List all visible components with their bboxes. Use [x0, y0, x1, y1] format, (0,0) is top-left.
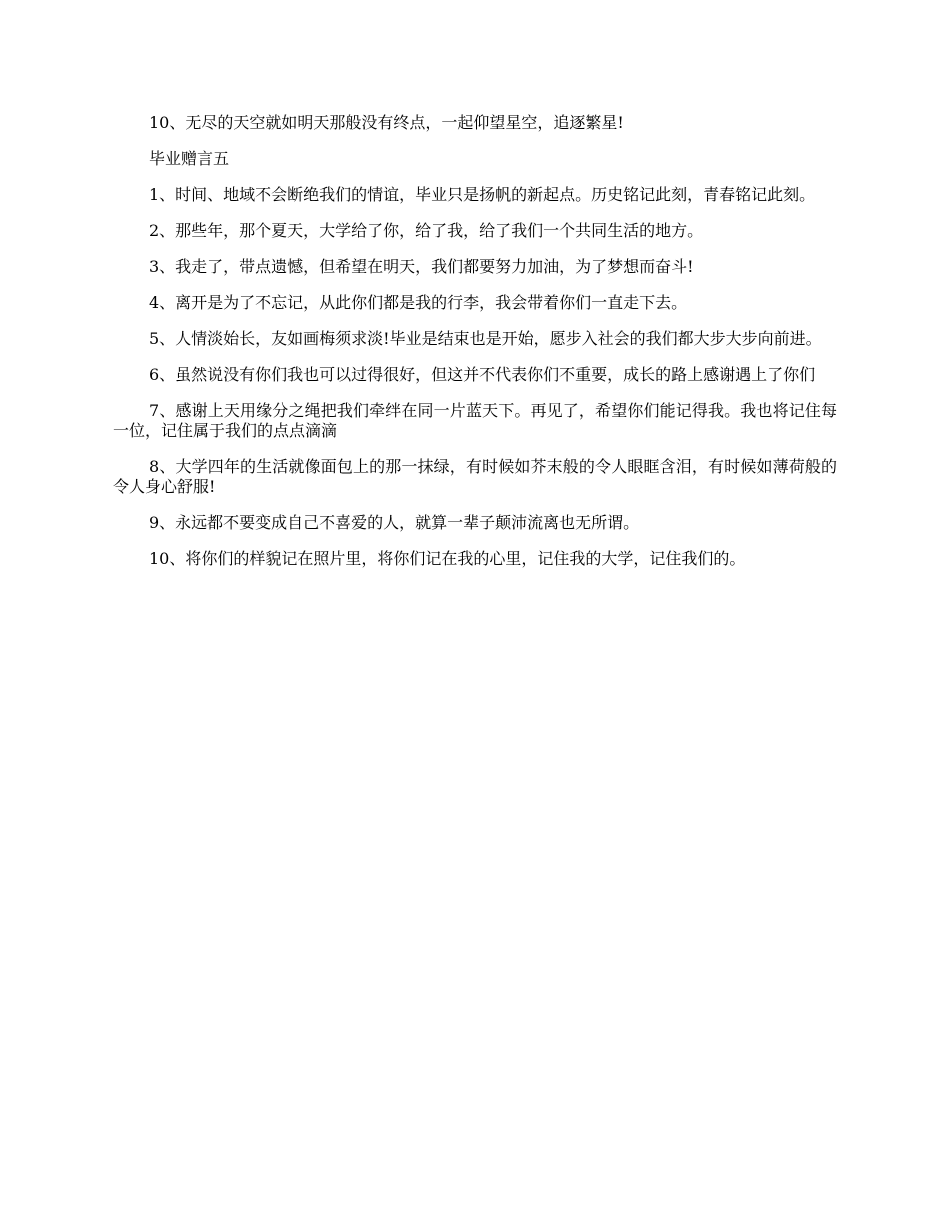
paragraph-item-10-previous: 10、无尽的天空就如明天那般没有终点，一起仰望星空，追逐繁星! — [149, 113, 624, 132]
paragraph-item-8: 8、大学四年的生活就像面包上的那一抹绿，有时候如芥末般的令人眼眶含泪，有时候如薄荷般的令人身心舒服! — [113, 457, 837, 496]
paragraph-item-7: 7、感谢上天用缘分之绳把我们牵绊在同一片蓝天下。再见了，希望你们能记得我。我也将记住每一位，记住属于我们的点点滴滴 — [113, 401, 837, 440]
section-heading: 毕业赠言五 — [149, 149, 230, 168]
paragraph-item-10: 10、将你们的样貌记在照片里，将你们记在我的心里，记住我的大学，记住我们的。 — [149, 549, 746, 568]
paragraph-item-9: 9、永远都不要变成自己不喜爱的人，就算一辈子颠沛流离也无所谓。 — [149, 513, 640, 532]
paragraph-item-6: 6、虽然说没有你们我也可以过得很好，但这并不代表你们不重要，成长的路上感谢遇上了你们 — [149, 365, 816, 384]
paragraph-item-2: 2、那些年，那个夏天，大学给了你，给了我，给了我们一个共同生活的地方。 — [149, 221, 704, 240]
document-body — [113, 113, 837, 585]
paragraph-item-4: 4、离开是为了不忘记，从此你们都是我的行李，我会带着你们一直走下去。 — [149, 293, 688, 312]
paragraph-item-3: 3、我走了，带点遗憾，但希望在明天，我们都要努力加油，为了梦想而奋斗! — [149, 257, 694, 276]
paragraph-item-5: 5、人情淡始长，友如画梅须求淡!毕业是结束也是开始，愿步入社会的我们都大步大步向前进。 — [149, 329, 822, 348]
paragraph-item-1: 1、时间、地域不会断绝我们的情谊，毕业只是扬帆的新起点。历史铭记此刻，青春铭记此刻。 — [149, 185, 816, 204]
